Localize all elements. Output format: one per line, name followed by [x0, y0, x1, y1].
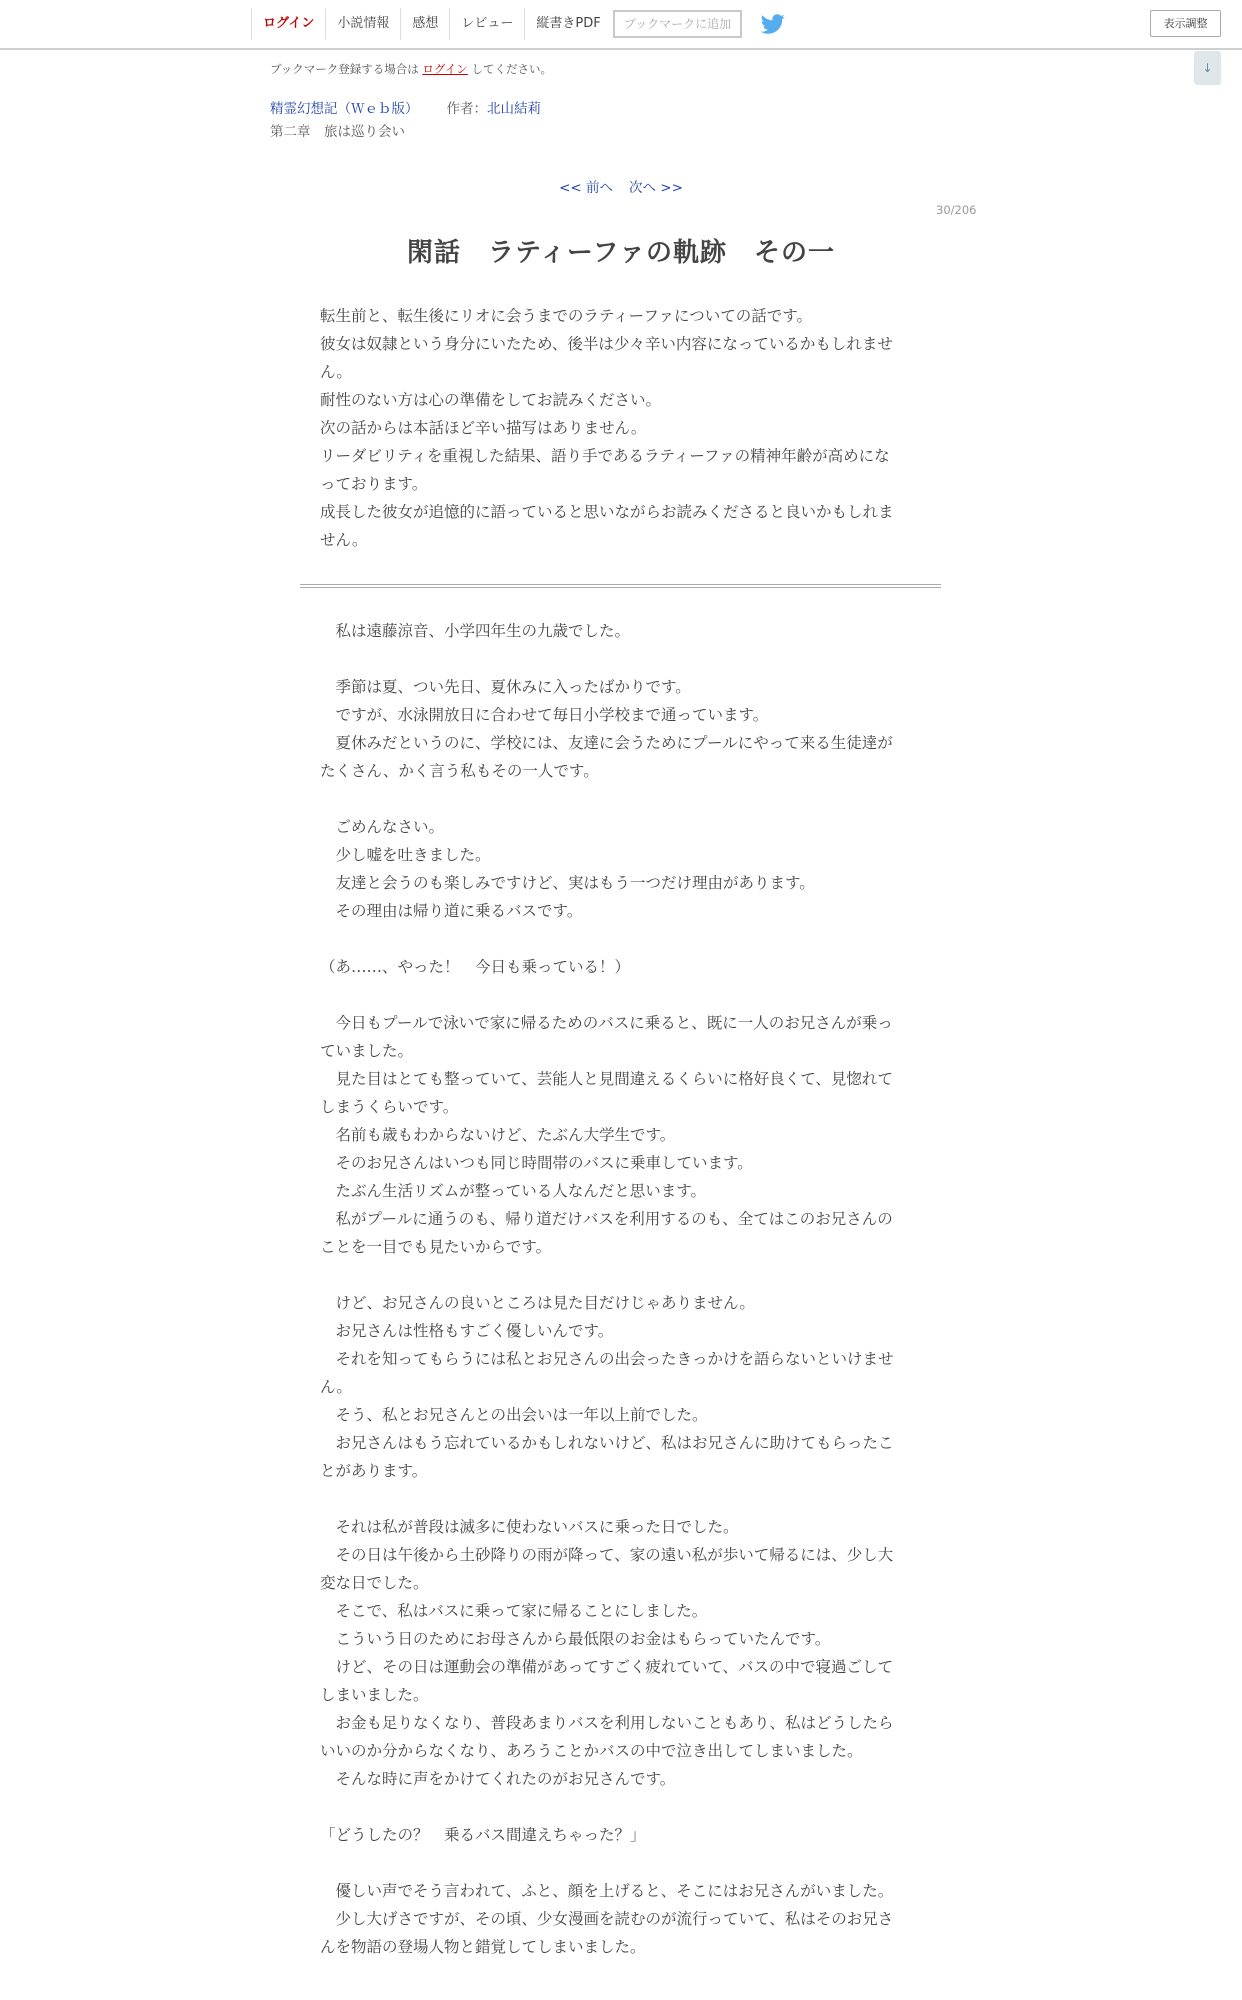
- body-line: 「どうしたの？ 乗るバス間違えちゃった？」: [320, 1826, 646, 1844]
- body-line: 見た目はとても整っていて、芸能人と見間違えるくらいに格好良くて、見惚れて: [320, 1070, 893, 1088]
- body-line: ごめんなさい。: [320, 818, 445, 836]
- preface-line: 彼女は奴隷という身分にいたため、後半は少々辛い内容になっているかもしれませ: [320, 335, 893, 353]
- body-line: 名前も歳もわからないけど、たぶん大学生です。: [320, 1126, 676, 1144]
- novel-body: [320, 617, 920, 1961]
- body-line: 少し大げさですが、その頃、少女漫画を読むのが流行っていて、私はそのお兄さ: [320, 1910, 894, 1928]
- body-line: [320, 1793, 920, 1821]
- body-line: んを物語の登場人物と錯覚してしまいました。: [320, 1938, 646, 1956]
- body-line: お兄さんは性格もすごく優しいんです。: [320, 1322, 614, 1340]
- chapter-title: 第二章 旅は巡り会い: [270, 124, 405, 140]
- body-line: けど、その日は運動会の準備があってすごく疲れていて、バスの中で寝過ごして: [320, 1658, 894, 1676]
- scroll-down-button[interactable]: ↓: [1194, 51, 1221, 85]
- body-line: 友達と会うのも楽しみですけど、実はもう一つだけ理由があります。: [320, 874, 815, 892]
- body-line: けど、お兄さんの良いところは見た目だけじゃありません。: [320, 1294, 755, 1312]
- body-line: 変な日でした。: [320, 1574, 429, 1592]
- body-line: いいのか分からなくなり、あろうことかバスの中で泣き出してしまいました。: [320, 1742, 863, 1760]
- body-line: そんな時に声をかけてくれたのがお兄さんです。: [320, 1770, 676, 1788]
- body-line: たぶん生活リズムが整っている人なんだと思います。: [320, 1182, 706, 1200]
- preface-line: リーダビリティを重視した結果、語り手であるラティーファの精神年齢が高めにな: [320, 447, 890, 465]
- body-line: それは私が普段は滅多に使わないバスに乗った日でした。: [320, 1518, 739, 1536]
- body-line: お金も足りなくなり、普段あまりバスを利用しないこともあり、私はどうしたら: [320, 1714, 894, 1732]
- body-line: 私は遠藤涼音、小学四年生の九歳でした。: [320, 622, 631, 640]
- bookmark-note-suffix: してください。: [471, 62, 552, 76]
- body-line: とがあります。: [320, 1462, 428, 1480]
- top-bar: [0, 0, 1242, 50]
- body-line: [320, 981, 920, 1009]
- novel-title-link[interactable]: 精霊幻想記（Ｗｅｂ版）: [270, 101, 419, 117]
- episode-title: 閑話 ラティーファの軌跡 その一: [406, 238, 836, 268]
- divider: [300, 584, 941, 588]
- bookmark-login-note: [270, 61, 552, 77]
- body-line: 夏休みだというのに、学校には、友達に会うためにプールにやって来る生徒達が: [320, 734, 893, 752]
- body-line: しまうくらいです。: [320, 1098, 459, 1116]
- body-line: たくさん、かく言う私もその一人です。: [320, 762, 599, 780]
- author-link[interactable]: 北山結莉: [487, 101, 541, 117]
- body-line: [320, 925, 920, 953]
- preface-line: ん。: [320, 363, 352, 381]
- body-line: そこで、私はバスに乗って家に帰ることにしました。: [320, 1602, 708, 1620]
- body-line: ですが、水泳開放日に合わせて毎日小学校まで通っています。: [320, 706, 769, 724]
- body-line: [320, 1485, 920, 1513]
- body-line: [320, 1261, 920, 1289]
- body-line: ん。: [320, 1378, 352, 1396]
- preface-line: 次の話からは本話ほど辛い描写はありません。: [320, 419, 647, 437]
- bookmark-note-login-link[interactable]: ログイン: [422, 62, 468, 76]
- nav-login-link[interactable]: ログイン: [251, 8, 325, 40]
- body-line: それを知ってもらうには私とお兄さんの出会ったきっかけを語らないといけませ: [320, 1350, 894, 1368]
- body-line: （あ……、やった！ 今日も乗っている！）: [320, 958, 631, 976]
- preface-line: 耐性のない方は心の準備をしてお読みください。: [320, 391, 662, 409]
- add-bookmark-button[interactable]: ブックマークに追加: [613, 10, 742, 38]
- preface-line: せん。: [320, 531, 368, 549]
- author-label: 作者：: [446, 101, 487, 117]
- preface-line: 転生前と、転生後にリオに会うまでのラティーファについての話です。: [320, 307, 812, 325]
- next-page-link[interactable]: 次へ >>: [629, 180, 683, 196]
- body-line: こういう日のためにお母さんから最低限のお金はもらっていたんです。: [320, 1630, 831, 1648]
- preface: [320, 302, 920, 554]
- nav-impressions-link[interactable]: 感想: [400, 8, 449, 40]
- body-line: ていました。: [320, 1042, 414, 1060]
- body-line: その理由は帰り道に乗るバスです。: [320, 902, 583, 920]
- prev-page-link[interactable]: << 前へ: [559, 180, 613, 196]
- page-count: 30/206: [936, 203, 977, 217]
- twitter-icon[interactable]: [760, 12, 786, 36]
- pager: [0, 176, 1242, 196]
- body-line: 少し嘘を吐きました。: [320, 846, 491, 864]
- body-line: ことを一目でも見たいからです。: [320, 1238, 552, 1256]
- body-line: お兄さんはもう忘れているかもしれないけど、私はお兄さんに助けてもらったこ: [320, 1434, 894, 1452]
- body-line: 季節は夏、つい先日、夏休みに入ったばかりです。: [320, 678, 691, 696]
- body-line: [320, 785, 920, 813]
- body-line: そう、私とお兄さんとの出会いは一年以上前でした。: [320, 1406, 708, 1424]
- body-line: 優しい声でそう言われて、ふと、顔を上げると、そこにはお兄さんがいました。: [320, 1882, 894, 1900]
- display-settings-button[interactable]: 表示調整: [1150, 10, 1221, 37]
- novel-info: [270, 97, 541, 117]
- body-line: [320, 1849, 920, 1877]
- body-line: その日は午後から土砂降りの雨が降って、家の遠い私が歩いて帰るには、少し大: [320, 1546, 894, 1564]
- body-line: 今日もプールで泳いで家に帰るためのバスに乗ると、既に一人のお兄さんが乗っ: [320, 1014, 893, 1032]
- preface-line: っております。: [320, 475, 428, 493]
- body-line: [320, 645, 920, 673]
- preface-line: 成長した彼女が追憶的に語っていると思いながらお読みくださると良いかもしれま: [320, 503, 894, 521]
- nav-novel-info-link[interactable]: 小説情報: [325, 8, 400, 40]
- body-line: そのお兄さんはいつも同じ時間帯のバスに乗車しています。: [320, 1154, 753, 1172]
- nav-vertical-pdf-link[interactable]: 縦書きPDF: [524, 8, 611, 40]
- bookmark-note-prefix: ブックマーク登録する場合は: [270, 62, 419, 76]
- nav-review-link[interactable]: レビュー: [449, 8, 524, 40]
- body-line: しまいました。: [320, 1686, 429, 1704]
- top-nav: [251, 8, 612, 40]
- body-line: 私がプールに通うのも、帰り道だけバスを利用するのも、全てはこのお兄さんの: [320, 1210, 893, 1228]
